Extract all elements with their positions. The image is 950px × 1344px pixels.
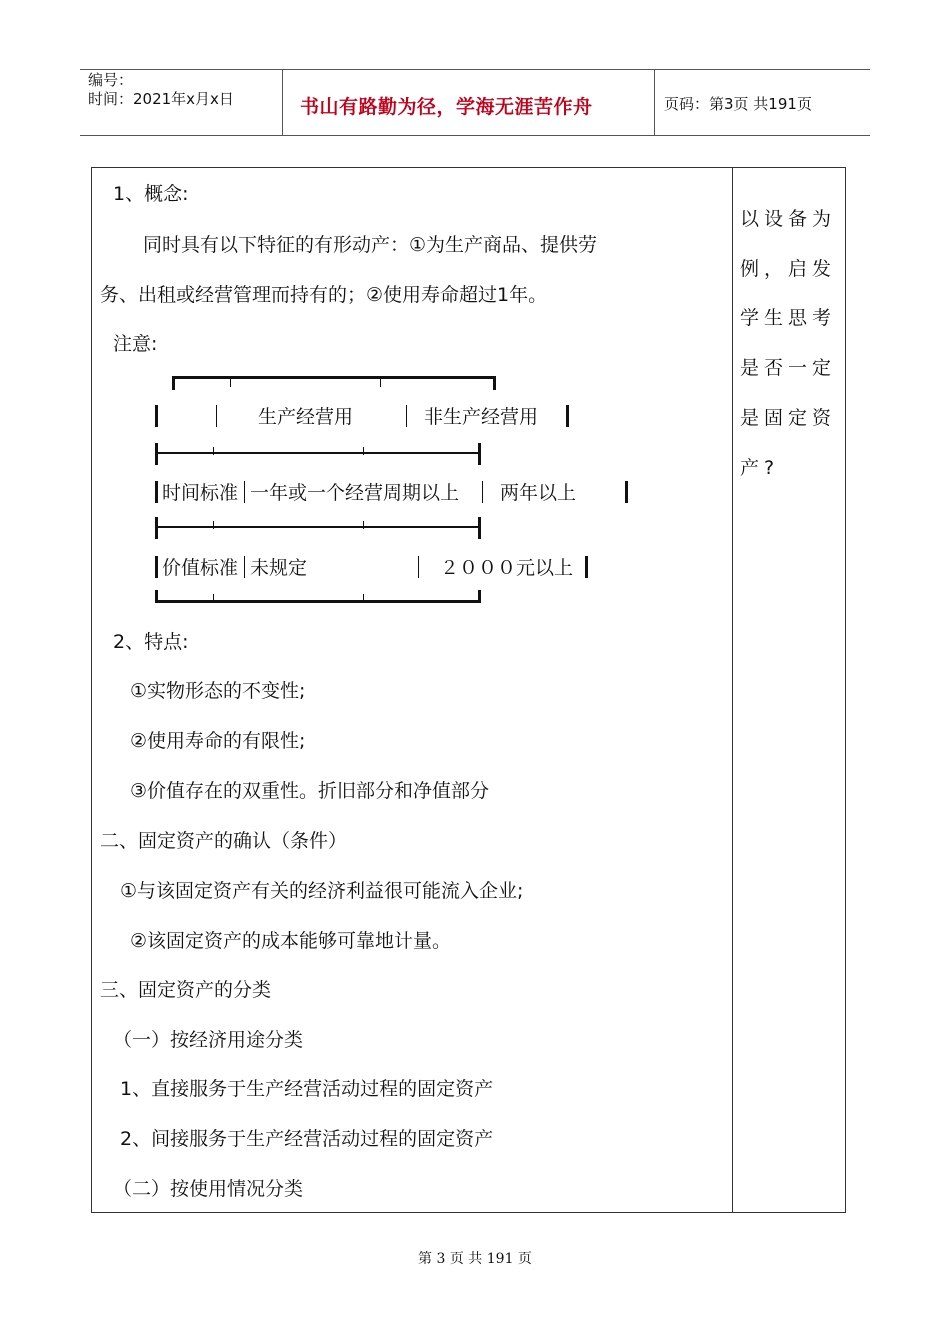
diagram-row-edge xyxy=(625,481,628,503)
diagram-row-edge xyxy=(155,405,158,427)
diagram-top-left-cap xyxy=(172,376,175,390)
concept-heading: 1、概念: xyxy=(113,183,189,205)
classification-item: 2、间接服务于生产经营活动过程的固定资产 xyxy=(120,1128,494,1150)
recognition-heading: 二、固定资产的确认（条件） xyxy=(100,830,348,852)
diagram-cell-divider xyxy=(482,481,483,503)
definition-line-2: 务、出租或经营管理而持有的；②使用寿命超过1年。 xyxy=(100,284,548,306)
header-separator-left xyxy=(282,70,283,136)
diagram-row-edge xyxy=(585,556,588,578)
diagram-row-edge xyxy=(566,405,569,427)
diagram-cell-divider xyxy=(216,405,217,427)
diagram-row-divider xyxy=(155,526,481,528)
diagram-cell-divider xyxy=(406,405,407,427)
page-number-label: 页码：第3页 共191页 xyxy=(664,95,812,113)
serial-number-label: 编号： xyxy=(88,71,134,89)
diagram-tick xyxy=(363,594,364,601)
features-heading: 2、特点: xyxy=(113,631,189,653)
diagram-cell-divider xyxy=(418,556,419,578)
header-separator-right xyxy=(654,70,655,136)
teaching-note-line: 是否一定 xyxy=(740,357,837,379)
header-motto: 书山有路勤为径，学海无涯苦作舟 xyxy=(300,96,593,118)
teaching-note-line: 以设备为 xyxy=(740,208,837,230)
diagram-cell-divider xyxy=(244,481,245,503)
header-top-rule xyxy=(80,69,870,70)
diagram-bottom-right-cap xyxy=(478,590,481,603)
teaching-note-line: 是固定资 xyxy=(740,407,837,429)
diagram-top-right-cap xyxy=(493,376,496,390)
diagram-tick xyxy=(213,521,214,529)
recognition-item: ②该固定资产的成本能够可靠地计量。 xyxy=(130,930,452,952)
time-standard-production: 一年或一个经营周期以上 xyxy=(250,482,460,504)
value-standard-non-production: ２０００元以上 xyxy=(440,557,574,579)
diagram-row-divider xyxy=(155,452,481,454)
definition-line-1: 同时具有以下特征的有形动产：①为生产商品、提供劳 xyxy=(143,234,598,256)
non-production-use-header: 非生产经营用 xyxy=(424,406,539,428)
diagram-row-edge xyxy=(155,481,158,503)
date-label: 时间：2021年x月x日 xyxy=(88,90,234,108)
diagram-bottom-border xyxy=(155,600,481,603)
classification-group-usage: （二）按使用情况分类 xyxy=(113,1178,304,1200)
recognition-item: ①与该固定资产有关的经济利益很可能流入企业; xyxy=(120,880,524,902)
note-label: 注意: xyxy=(113,333,158,355)
diagram-tick xyxy=(363,447,364,455)
diagram-tick xyxy=(213,447,214,455)
feature-item: ②使用寿命的有限性; xyxy=(130,730,306,752)
time-standard-label: 时间标准 xyxy=(162,482,239,504)
production-use-header: 生产经营用 xyxy=(258,406,354,428)
classification-item: 1、直接服务于生产经营活动过程的固定资产 xyxy=(120,1078,494,1100)
classification-heading: 三、固定资产的分类 xyxy=(100,979,272,1001)
teaching-note-line: 产? xyxy=(740,457,780,479)
diagram-row-edge xyxy=(155,556,158,578)
teaching-note-line: 例，启发 xyxy=(740,258,837,280)
header-bottom-rule xyxy=(80,135,870,136)
diagram-row-edge xyxy=(155,443,158,465)
diagram-tick xyxy=(363,521,364,529)
diagram-tick xyxy=(213,594,214,601)
feature-item: ①实物形态的不变性; xyxy=(130,680,306,702)
diagram-tick xyxy=(380,379,381,387)
diagram-cell-divider xyxy=(244,556,245,578)
value-standard-production: 未规定 xyxy=(250,557,308,579)
teaching-note-line: 学生思考 xyxy=(740,307,837,329)
feature-item: ③价值存在的双重性。折旧部分和净值部分 xyxy=(130,780,490,802)
classification-group-economic-use: （一）按经济用途分类 xyxy=(113,1029,304,1051)
content-table-column-divider xyxy=(732,167,733,1213)
value-standard-label: 价值标准 xyxy=(162,557,239,579)
diagram-row-edge xyxy=(478,443,481,465)
page-footer: 第 3 页 共 191 页 xyxy=(418,1251,532,1267)
diagram-tick xyxy=(230,379,231,387)
diagram-row-edge xyxy=(155,517,158,539)
diagram-row-edge xyxy=(478,517,481,539)
diagram-top-border xyxy=(172,376,496,379)
diagram-bottom-left-cap xyxy=(155,590,158,603)
time-standard-non-production: 两年以上 xyxy=(500,482,577,504)
